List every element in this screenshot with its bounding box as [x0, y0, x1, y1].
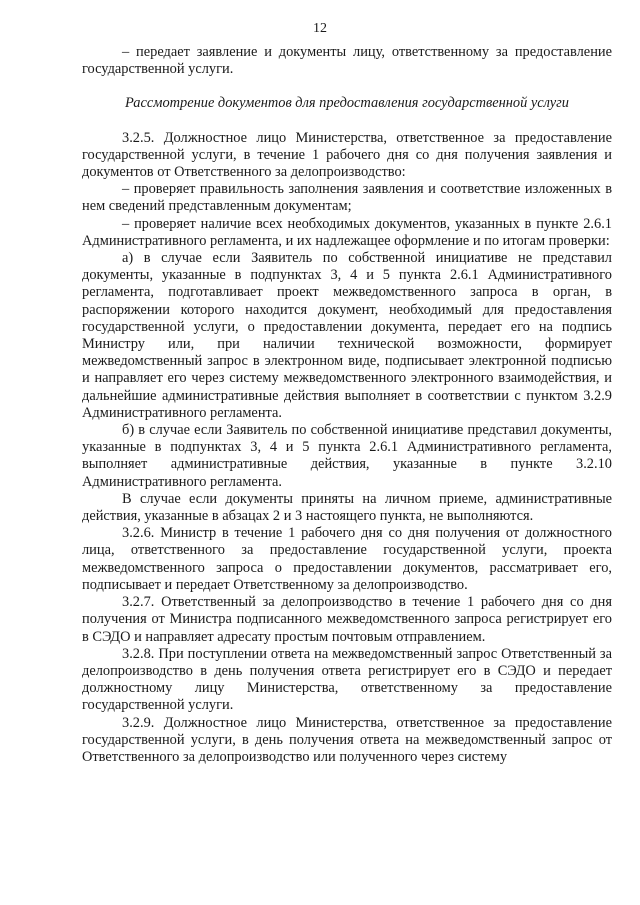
paragraph-3-2-9: 3.2.9. Должностное лицо Министерства, ответственное за предоставление государственной услуги, в день получения ответа на межведомственный запрос от Ответственного за делопроизводство или полученного через систему [82, 714, 612, 765]
section-heading: Рассмотрение документов для предоставления государственной услуги [125, 95, 569, 112]
paragraph-transfer-documents: – передает заявление и документы лицу, ответственному за предоставление государственной услуги. [82, 44, 612, 78]
paragraph-check-documents: – проверяет наличие всех необходимых документов, указанных в пункте 2.6.1 Административного регламента, и их надлежащее оформление и по итогам проверки: [82, 215, 612, 249]
paragraph-3-2-8: 3.2.8. При поступлении ответа на межведомственный запрос Ответственный за делопроизводство в день получения ответа регистрирует его в СЭДО и передает должностному лицу Министерства, ответственному за предоставление государственной услуги. [82, 645, 612, 714]
page-number: 12 [313, 21, 327, 36]
document-body [82, 44, 612, 766]
paragraph-check-correctness: – проверяет правильность заполнения заявления и соответствие изложенных в нем сведений представленным документам; [82, 181, 612, 215]
paragraph-3-2-7: 3.2.7. Ответственный за делопроизводство в течение 1 рабочего дня со дня получения от Министра подписанного межведомственного запроса регистрирует его в СЭДО и направляет адресату простым почтовым отправлением. [82, 594, 612, 645]
paragraph-3-2-6: 3.2.6. Министр в течение 1 рабочего дня со дня получения от должностного лица, ответственного за предоставление государственной услуги, проекта межведомственного запроса о предоставлении документов, рассматривает его, подписывает и передает Ответственному за делопроизводство. [82, 525, 612, 593]
paragraph-3-2-5: 3.2.5. Должностное лицо Министерства, ответственное за предоставление государственной услуги, в течение 1 рабочего дня со дня получения заявления и документов от Ответственного за делопроизводство: [82, 129, 612, 181]
paragraph-personal-reception: В случае если документы приняты на личном приеме, административные действия, указанные в абзацах 2 и 3 настоящего пункта, не выполняются. [82, 490, 612, 525]
paragraph-case-b: б) в случае если Заявитель по собственной инициативе представил документы, указанные в подпунктах 3, 4 и 5 пункта 2.6.1 Административного регламента, выполняет административные действия, указанные в пункте 3.2.10 Административного регламента. [82, 422, 612, 490]
paragraph-case-a: а) в случае если Заявитель по собственной инициативе не представил документы, указанные в подпунктах 3, 4 и 5 пункта 2.6.1 Административного регламента, подготавливает проект межведомственного запроса в орган, в распоряжении которого находится документ, необходимый для предоставления государственной услуги, о предоставлении документа, передает его на подпись Министру или, при наличии технической возможности, формирует межведомственный запрос в электронном виде, подписывает электронной подписью и направляет его через систему межведомственного электронного взаимодействия, и дальнейшие административные действия выполняет в соответствии с пунктом 3.2.9 Административного регламента. [82, 250, 612, 421]
